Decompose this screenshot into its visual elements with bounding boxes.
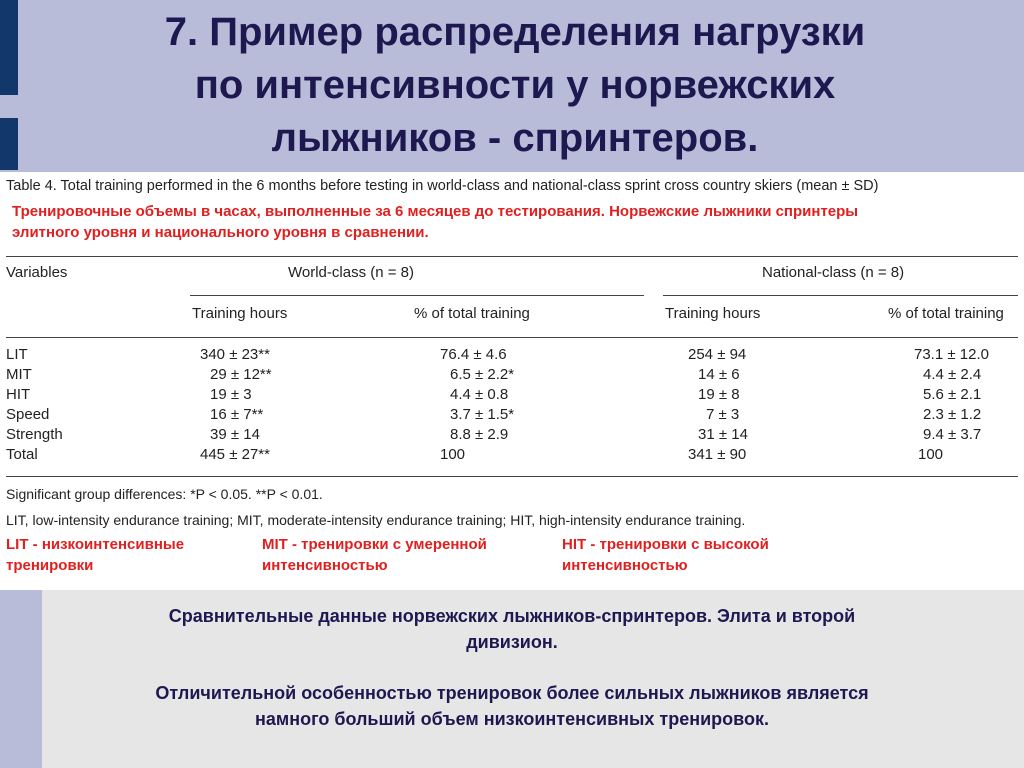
wc-hours-header: Training hours [192,305,288,322]
ru-caption-line-1: Тренировочные объемы в часах, выполненные за 6 месяцев до тестирования. Норвежские лыжники спринтеры [12,203,859,220]
nc-hours-cell: 254 ± 94 [688,346,747,363]
row-label: MIT [6,366,32,383]
title-line-3: лыжников - спринтеров. [271,116,759,160]
wc-pct-cell: 8.8 ± 2.9 [450,426,509,443]
wc-pct-cell: 4.4 ± 0.8 [450,386,509,403]
abbr-mit [262,534,487,576]
world-class-header: World-class (n = 8) [288,264,415,281]
row-label: Strength [6,426,63,443]
nc-hours-cell: 31 ± 14 [698,426,748,443]
table-image-panel [0,172,1024,590]
abbr-hit-line-2: интенсивностью [562,557,688,574]
summary-line-4: намного больший объем низкоинтенсивных тренировок. [255,709,769,729]
wc-pct-cell: 76.4 ± 4.6 [440,346,507,363]
nc-hours-cell: 341 ± 90 [688,446,747,463]
wc-hours-cell: 16 ± 7** [210,406,264,423]
nc-pct-cell: 2.3 ± 1.2 [923,406,982,423]
abbr-hit [562,534,769,576]
title-line-2: по интенсивности у норвежских [194,63,836,107]
wc-pct-header: % of total training [414,305,530,322]
row-label: Speed [6,406,50,423]
nc-pct-cell: 4.4 ± 2.4 [923,366,982,383]
header-bottom-rule [6,337,1018,338]
abbr-lit [6,534,184,576]
summary-panel [42,590,1024,768]
national-class-rule [663,295,1018,296]
nc-pct-cell: 100 [918,446,944,463]
nc-pct-cell: 5.6 ± 2.1 [923,386,982,403]
footnote-abbreviations: LIT, low-intensity endurance training; MIT, moderate-intensity endurance training; HIT, high-intensity endurance training. [6,512,746,528]
left-accent-bar-top [0,0,18,95]
nc-hours-header: Training hours [665,305,761,322]
nc-hours-cell: 14 ± 6 [698,366,740,383]
abbr-hit-line-1: HIT - тренировки с высокой [562,536,769,553]
table-caption: Table 4. Total training performed in the 6 months before testing in world-class and national-class sprint cross country skiers (mean ± SD) [6,178,879,194]
row-label: LIT [6,346,28,363]
row-label: Total [6,446,38,463]
nc-hours-cell: 7 ± 3 [706,406,740,423]
abbr-lit-line-1: LIT - низкоинтенсивные [6,536,185,553]
national-class-header: National-class (n = 8) [762,264,905,281]
summary-line-2: дивизион. [466,632,558,652]
summary-line-3: Отличительной особенностью тренировок более сильных лыжников является [155,683,869,703]
title-line-1: 7. Пример распределения нагрузки [164,10,866,54]
wc-hours-cell: 19 ± 3 [210,386,252,403]
table-top-rule [6,256,1018,257]
wc-hours-cell: 39 ± 14 [210,426,260,443]
abbr-lit-line-2: тренировки [6,557,94,574]
abbr-mit-line-1: MIT - тренировки с умеренной [262,536,487,553]
nc-hours-cell: 19 ± 8 [698,386,740,403]
table-bottom-rule [6,476,1018,477]
left-accent-bar-bottom [0,118,18,170]
wc-pct-cell: 100 [440,446,466,463]
wc-pct-cell: 6.5 ± 2.2* [450,366,515,383]
nc-pct-header: % of total training [888,305,1004,322]
nc-pct-cell: 73.1 ± 12.0 [914,346,989,363]
footnote-significance: Significant group differences: *P < 0.05. **P < 0.01. [6,486,323,502]
nc-pct-cell: 9.4 ± 3.7 [923,426,982,443]
ru-caption-line-2: элитного уровня и национального уровня в сравнении. [12,224,429,241]
summary-line-1: Сравнительные данные норвежских лыжников-спринтеров. Элита и второй [168,606,856,626]
wc-pct-cell: 3.7 ± 1.5* [450,406,515,423]
wc-hours-cell: 340 ± 23** [200,346,270,363]
abbr-mit-line-2: интенсивностью [262,557,388,574]
wc-hours-cell: 29 ± 12** [210,366,272,383]
world-class-rule [190,295,644,296]
slide-title [60,6,970,165]
row-label: HIT [6,386,31,403]
wc-hours-cell: 445 ± 27** [200,446,270,463]
variables-header: Variables [6,264,68,281]
